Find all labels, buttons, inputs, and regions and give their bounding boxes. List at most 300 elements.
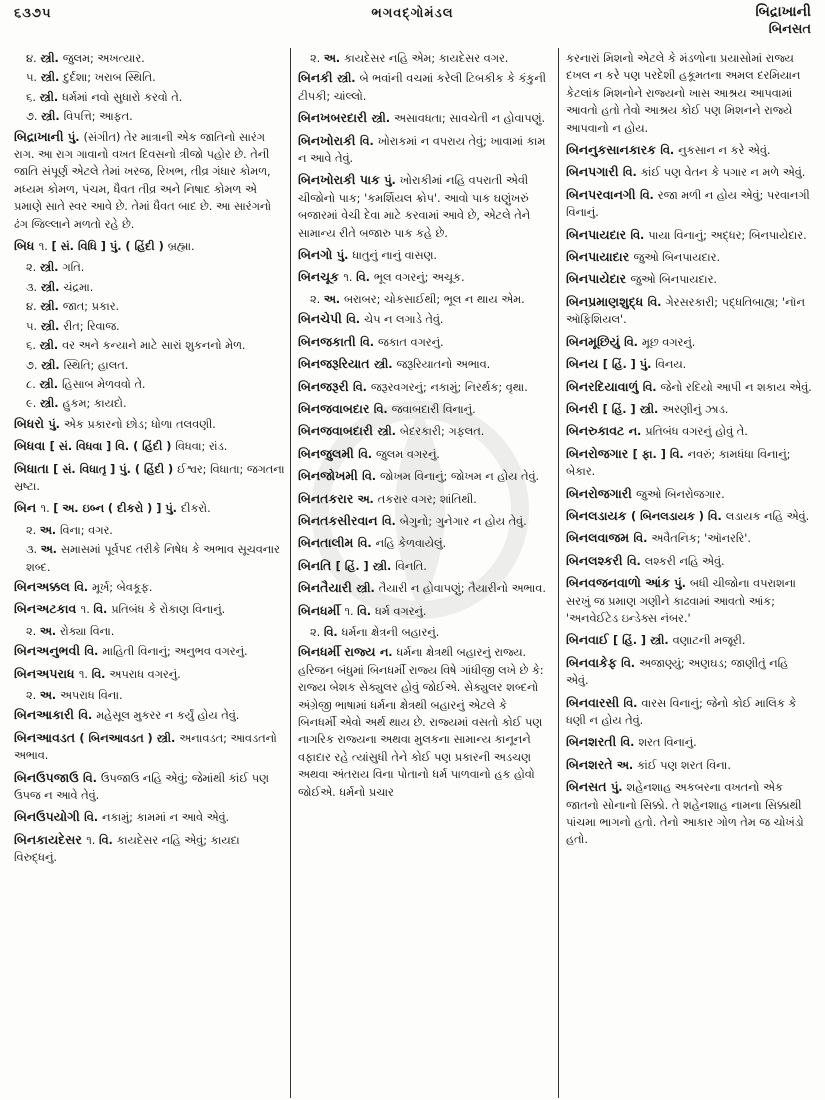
definition: ઉપજાઉ નહિ એવું; જેમાંથી કાંઈ પણ ઉપજ ન આવે તેવું. [14, 771, 269, 803]
entry-sense [14, 298, 286, 315]
sense-number: ૧. [78, 667, 92, 681]
dictionary-entry [298, 310, 548, 328]
dictionary-entry [298, 490, 548, 508]
definition: પાયા વિનાનું; અદ્ધર; બિનપાયેદાર. [648, 228, 807, 242]
part-of-speech: સ્ત્રી. [40, 300, 63, 314]
column-2 [298, 50, 548, 1100]
definition: વણાટની મજૂરી. [672, 634, 746, 648]
sense-number: ૫. [26, 319, 41, 333]
dictionary-entry [566, 733, 814, 751]
definition: ગતિ. [62, 261, 85, 275]
headword: બિદ્રાખાની [14, 128, 68, 144]
definition: જુઓ બિનરોજગાર. [636, 487, 725, 501]
part-of-speech: સ્ત્રી. [40, 319, 64, 333]
definition: ધાતુનું નાનું વાસણ. [352, 249, 437, 263]
entry-sense [14, 541, 286, 576]
headword: બિનય [566, 356, 603, 372]
part-of-speech: વિ. [624, 335, 642, 349]
headword: બિનવાઈ [566, 632, 614, 648]
sense-number: ૫. [26, 71, 41, 85]
definition: બેદરકારી; ગફલત. [399, 425, 485, 439]
definition: લશ્કરી નહિ એવું. [644, 554, 725, 568]
definition: બ્રહ્મા. [167, 240, 195, 254]
sense-number: ૮. [26, 377, 40, 391]
dictionary-entry [566, 422, 814, 440]
headword: બિનતૈયારી [298, 580, 357, 596]
part-of-speech: [ સં. વિધિ ] પું. ( હિંદી ) [51, 240, 168, 254]
part-of-speech: સ્ત્રી. [336, 72, 360, 86]
sense-number: ૨. [310, 292, 324, 306]
headword: બિનખબરદારી [298, 110, 372, 126]
headword: બિનલવાજમ [566, 530, 634, 546]
dictionary-entry [14, 578, 286, 596]
definition: નકામું; કામમાં ન આવે એવું. [101, 811, 230, 825]
definition: બેગુનો; ગુનેગાર ન હોય તેવું. [399, 514, 527, 528]
dictionary-entry [566, 574, 814, 627]
definition: વિનતિ. [395, 559, 427, 573]
sense-number: ૪. [26, 52, 41, 65]
headword: બિનઆવડત [14, 729, 80, 745]
dictionary-entry [566, 141, 814, 159]
column-3 [566, 50, 814, 1100]
sense-number: ૨. [26, 261, 40, 275]
part-of-speech: વિ. [323, 625, 342, 639]
part-of-speech: [ હિં. ] સ્ત્રી. [602, 402, 663, 416]
dictionary-entry [298, 467, 548, 485]
headword: બિનપ્રમાણશુદ્ધ [566, 293, 648, 309]
guide-word-first: બિદ્રાખાની [755, 4, 811, 20]
entry-sense [14, 279, 286, 296]
headword: બિનજવાબદાર [298, 400, 374, 416]
part-of-speech: વિ. [84, 811, 102, 825]
part-of-speech: સ્ત્રી. [40, 280, 64, 294]
definition: વર અને કન્યાને માટે સારાં શુકનનો મેળ. [62, 339, 246, 353]
definition: વિના; વગર. [59, 523, 113, 537]
dictionary-entry [14, 460, 286, 496]
definition: જુઓ બિનપાયદાર. [630, 273, 718, 287]
headword: બિનરોજગાર [566, 445, 633, 461]
dictionary-entry [298, 69, 548, 105]
entry-sense [298, 624, 548, 641]
dictionary-entry [298, 643, 548, 801]
definition: ચંદ્રમા. [63, 280, 94, 294]
headword: બિનરી [566, 400, 603, 416]
headword: બિનવજનવાળો આંક [566, 575, 675, 591]
dictionary-entry [298, 579, 548, 597]
definition: હિસાબ મેળવવો તે. [62, 377, 146, 391]
headword: બિનજરૂરી [298, 378, 354, 394]
part-of-speech: ( બિનઆવડત ) સ્ત્રી. [79, 731, 180, 745]
dictionary-entry [298, 534, 548, 552]
part-of-speech: વિ. [620, 736, 639, 750]
definition: હુકમ; કાયદો. [62, 397, 127, 411]
definition: (સંગીત) તેર માત્રાની એક જાતિનો સારંગ રાગ. આ રાગ ગાવાનો વખત દિવસનો ત્રીજો પહોર છે. તેની જાતિ સંપૂર્ણ એટલે તેમાં ખરજ, રિખભ, તીવ્ર ગંધાર કોમળ, મધ્યમ કોમળ, પંચમ, ધૈવત તીવ્ર અને નિષાદ કોમળ એ પ્રમાણે સાતે સ્વર આવે છે. તેમાં ધૈવત બાદ છે. આ સારંગનો ઢંગ જિલ્લાને મળતો રહે છે. [14, 130, 272, 231]
entry-sense [14, 357, 286, 374]
dictionary-entry [566, 226, 814, 244]
definition: વારસ વિનાનું; જેનો કોઈ માલિક કે ધણી ન હોય તેવું. [566, 696, 797, 727]
headword: બિનકી [298, 70, 337, 86]
dictionary-entry [566, 333, 814, 351]
headword: બિનઉપયોગી [14, 809, 85, 825]
part-of-speech: અ. [39, 624, 60, 638]
part-of-speech: અ. [40, 543, 61, 557]
entry-sense [14, 623, 286, 640]
part-of-speech: પું. [336, 249, 353, 263]
headword: બિનરદિયાવાળું [566, 378, 643, 394]
part-of-speech: વિ. [360, 335, 378, 349]
sense-number: ૩. [26, 280, 41, 294]
definition: ધર્મમાં નવો સુધારો કરવો તે. [62, 90, 183, 104]
headword: બિનપાયેદાર [566, 271, 631, 287]
part-of-speech: વિ. [93, 603, 112, 617]
definition: જરૂરિયાતનો અભાવ. [396, 358, 491, 372]
headword: બિધરો [14, 415, 49, 431]
headword: બિનવાકેફ [566, 654, 622, 670]
dictionary-entry [566, 778, 814, 849]
dictionary-entry [298, 268, 548, 286]
dictionary-entry [14, 237, 286, 255]
headword: બિનલશ્કરી [566, 552, 627, 568]
part-of-speech: સ્ત્રી. [41, 110, 64, 124]
part-of-speech: વિ. [622, 166, 641, 180]
part-of-speech: સ્ત્રી. [39, 261, 63, 275]
headword: બિનચૂક [298, 269, 344, 285]
definition: મૂર્ખ; બેવકૂફ. [92, 580, 153, 594]
dictionary-entry [298, 512, 548, 530]
part-of-speech: સ્ત્રી. [41, 358, 64, 372]
part-of-speech: અ. [323, 52, 344, 65]
sense-number: ૯. [26, 397, 40, 411]
headword: બિનઅક્કલ [14, 578, 75, 594]
part-of-speech: સ્ત્રી. [40, 71, 64, 85]
part-of-speech: વિ. [357, 604, 375, 618]
part-of-speech: વિ. [359, 134, 378, 148]
headword: બિનઅટકાવ [14, 601, 81, 617]
definition: ધર્મના ક્ષેત્રની બહારનું. [341, 625, 440, 639]
headword: બિનવારસી [566, 694, 624, 710]
headword: બિનરુકાવટ [566, 423, 629, 439]
headword: બિનનુકસાનકારક [566, 142, 661, 158]
dictionary-entry [298, 602, 548, 620]
entry-sense [298, 50, 548, 67]
definition: જુલમ; અખત્યાર. [62, 52, 145, 65]
headword: બિનપરવાનગી [566, 186, 640, 202]
definition: અપરાધ વગરનું. [109, 667, 181, 681]
definition: નવરું; કામધંધા વિનાનું; બેકાર. [566, 447, 791, 479]
part-of-speech: વિ. [356, 271, 374, 285]
definition: અરણીનું ઝાડ. [662, 402, 729, 416]
headword: બિનઉપજાઉ [14, 769, 83, 785]
part-of-speech: પું. [610, 781, 627, 795]
dictionary-entry [298, 333, 548, 351]
definition: ખોરાકમાં ન વપરાય તેવું; ખાવામાં કામ ન આવે તેવું. [298, 134, 546, 166]
dictionary-entry [566, 400, 814, 418]
part-of-speech: વિ. [660, 144, 679, 158]
definition: અનાવડત; આવડતનો અભાવ. [14, 731, 277, 763]
part-of-speech: સ્ત્રી. [40, 52, 63, 65]
definition: કાંઈ પણ શરત વિના. [637, 758, 731, 772]
part-of-speech: અ. [323, 292, 344, 306]
dictionary-entry [566, 694, 814, 730]
headword: બિનજુલમી [298, 445, 359, 461]
dictionary-entry [298, 246, 548, 264]
dictionary-entry [566, 654, 814, 690]
definition: તકરાર વગર; શાંતિથી. [377, 492, 477, 506]
part-of-speech: વિ. [91, 667, 110, 681]
entry-sense [14, 69, 286, 86]
part-of-speech: [ અ. ઇબ્ન ( દીકરો ) ] પું. [53, 502, 181, 516]
definition: દીકરો. [180, 502, 211, 516]
dictionary-entry [566, 507, 814, 525]
definition: શરત વિનાનું. [638, 736, 697, 750]
definition: વિપત્તિ; આફત. [63, 110, 133, 124]
entry-sense [14, 89, 286, 106]
headword: બિનઆકારી [14, 707, 79, 723]
sense-number: ૧. [80, 603, 94, 617]
part-of-speech: સ્ત્રી. [373, 358, 397, 372]
part-of-speech: અ. [39, 523, 60, 537]
dictionary-entry [566, 485, 814, 503]
headword: બિનજકાતી [298, 333, 361, 349]
part-of-speech: [ સં. વિધવા ] વિ. ( હિંદી ) [49, 440, 176, 454]
entry-sense [566, 50, 814, 137]
definition: રજા મળી ન હોય એવું; પરવાનગી વિનાનું. [566, 188, 810, 220]
part-of-speech: પું. [67, 130, 84, 144]
dictionary-entry [14, 600, 286, 618]
definition: તૈયારી ન હોવાપણું; તૈયારીનો અભાવ. [378, 582, 546, 596]
part-of-speech: સ્ત્રી. [39, 397, 63, 411]
sense-number: ૨. [26, 624, 40, 638]
part-of-speech: વિ. [621, 656, 639, 670]
definition: નહિ કેળવાયેલું. [375, 537, 447, 551]
sense-number: ૭. [26, 358, 42, 372]
part-of-speech: વિ. [84, 645, 103, 659]
headword: બિનશરતે [566, 756, 617, 772]
part-of-speech: વિ. [362, 470, 380, 484]
headword: બિનપાયાદાર [566, 249, 634, 265]
part-of-speech: અ. [357, 492, 378, 506]
dictionary-entry [566, 293, 814, 329]
headword: બિનધર્મી [298, 602, 345, 618]
headword: બિનતિ [298, 557, 336, 573]
entry-sense [14, 259, 286, 276]
part-of-speech: સ્ત્રી. [371, 112, 394, 126]
definition: બધી ચીજોના વપરાશના સરખું જ પ્રમાણ ગણીને કાઢવામાં આવતો આંક; 'અનવેઈટેડ ઇન્ડેક્સ નંબર.' [566, 577, 796, 625]
sense-number: ૧. [343, 271, 357, 285]
definition: અપરાધ વિના. [59, 689, 123, 702]
definition: અસાવધતા; સાવચેતી ન હોવાપણું. [393, 112, 546, 126]
part-of-speech: પું. [384, 174, 400, 188]
dictionary-entry [14, 128, 286, 233]
definition: રીત; રિવાજ. [63, 319, 120, 333]
definition: પ્રતિબંધ કે રોકાણ વિનાનું. [111, 603, 226, 617]
dictionary-entry [298, 445, 548, 463]
part-of-speech: [ ફા. ] વિ. [632, 447, 688, 461]
part-of-speech: ( બિનલડાયક ) વિ. [630, 509, 726, 523]
definition: સમાસમાં પૂર્વપદ તરીકે નિષેધ કે અભાવ સૂચવનાર શબ્દ. [26, 543, 280, 574]
headword: બિનસત [566, 779, 611, 795]
headword: બિનઅનુભવી [14, 643, 85, 659]
definition: જકાત વગરનું. [377, 335, 444, 349]
definition: શહેનશાહ અકબરના વખતનો એક જાતનો સોનાનો સિક્કો. તે શહેનશાહ નામના સિક્કાથી પાંચમા ભાગનો હતો. તેનો આકાર ગોળ તેમ જ ચોખંડો હતો. [566, 781, 804, 847]
headword: બિધવા [14, 438, 50, 454]
part-of-speech: ન. [379, 646, 397, 660]
headword: બિનજરૂરિયાત [298, 356, 374, 372]
part-of-speech: વિ. [373, 402, 392, 416]
part-of-speech: વિ. [626, 554, 645, 568]
definition: જરૂરવગરનું; નકામું; નિરર્થક; વૃથા. [370, 380, 528, 394]
headword: બિનતકસીરવાન [298, 512, 382, 528]
dictionary-entry [14, 706, 286, 724]
dictionary-entry [14, 831, 286, 867]
part-of-speech: [ હિં. ] સ્ત્રી. [335, 559, 396, 573]
headword: બિનખોરાકી [298, 132, 360, 148]
dictionary-entry [14, 729, 286, 765]
part-of-speech: વિ. [346, 313, 365, 327]
dictionary-entry [14, 437, 286, 455]
headword: બિનશરતી [566, 734, 621, 750]
sense-number: ૧. [344, 604, 358, 618]
part-of-speech: વિ. [381, 514, 400, 528]
headword: બિનરોજગારી [566, 485, 637, 501]
headword: બિનમૂછિયું [566, 333, 625, 349]
entry-sense [14, 522, 286, 539]
definition: નુકસાન ન કરે એવું. [678, 144, 771, 158]
part-of-speech: વિ. [630, 228, 649, 242]
entry-sense [14, 395, 286, 412]
dictionary-entry [298, 378, 548, 396]
sense-number: ૩. [26, 543, 41, 557]
dictionary-entry [566, 355, 814, 373]
part-of-speech: [ હિં. ] પું. [602, 358, 656, 372]
dictionary-entry [566, 270, 814, 288]
part-of-speech: વિ. [647, 295, 666, 309]
dictionary-entry [298, 109, 548, 127]
definition: મૂછ વગરનું. [641, 335, 696, 349]
definition: જવાબદારી વિનાનું. [391, 402, 476, 416]
dictionary-entry [566, 631, 814, 649]
sense-number: ૨. [310, 625, 324, 639]
dictionary-entry [298, 171, 548, 242]
definition: દુર્દશા; ખરાબ સ્થિતિ. [63, 71, 156, 85]
part-of-speech: સ્ત્રી. [356, 582, 379, 596]
sense-number: ૧. [40, 502, 54, 516]
dictionary-entry [566, 378, 814, 396]
dictionary-entry [14, 415, 286, 433]
headword: બિધ [14, 238, 39, 254]
headword: બિનલડાયક [566, 507, 631, 523]
headword: બિનતાલીમ [298, 535, 358, 551]
headword: બિધાતા [14, 460, 54, 476]
part-of-speech: સ્ત્રી. [39, 377, 62, 391]
sense-number: ૬. [26, 339, 40, 353]
headword: બિનઅપરાધ [14, 665, 79, 681]
entry-sense [14, 108, 286, 125]
dictionary-entry [298, 355, 548, 373]
definition: કાંઈ પણ વેતન કે પગાર ન મળે એવું. [640, 166, 806, 180]
page-header [0, 0, 825, 44]
part-of-speech: વિ. [633, 532, 652, 546]
definition: વિનય. [655, 358, 687, 372]
dictionary-entry [298, 132, 548, 168]
definition: અવૈતનિક; 'ઑનરરિ'. [651, 532, 751, 546]
entry-sense [298, 291, 548, 308]
definition: રોક્યા વિના. [59, 624, 115, 638]
definition: જાત; પ્રકાર. [62, 300, 120, 314]
sense-number: ૭. [26, 110, 42, 124]
part-of-speech: સ્ત્રી. [377, 425, 400, 439]
dictionary-entry [14, 769, 286, 805]
definition: સ્થિતિ; હાલત. [63, 358, 129, 372]
headword: બિનપગારી [566, 164, 623, 180]
sense-number: ૨. [26, 689, 40, 702]
page-number: ૬૩૭૫ [14, 6, 52, 21]
definition: માહિતી વિનાનું; અનુભવ વગરનું. [102, 645, 248, 659]
part-of-speech: અ. [39, 689, 60, 702]
definition: વિધવા; રાંડ. [175, 440, 228, 454]
definition: જુલમ વગરનું. [376, 447, 440, 461]
definition: ગેરસરકારી; પદ્ધતિબાહ્ય; 'નૉન ઑફિશિયલ'. [566, 295, 805, 327]
definition: અજાણ્યું; અણઘડ; જાણીતું નહિ એવું. [566, 656, 789, 688]
part-of-speech: સ્ત્રી. [39, 90, 63, 104]
part-of-speech: [ હિં. ] સ્ત્રી. [613, 634, 673, 648]
part-of-speech: વિ. [98, 833, 117, 847]
part-of-speech: સ્ત્રી. [39, 339, 63, 353]
dictionary-entry [566, 529, 814, 547]
definition: ધર્મના ક્ષેત્રથી બહારનું રાજ્ય. હરિજન બંધુમાં બિનધર્મી રાજ્ય વિષે ગાંધીજી લખે છે કે: રાજ્ય બેશક સેક્યુલર હોવું જોઈએ. સેક્યુલર શબ્દનો અંગ્રેજી ભાષામાં ધર્મના ક્ષેત્રથી બહારનું એટલે કે બિનધર્મી એવો અર્થ થાય છે. રાજ્યમાં વસતો કોઈ પણ નાગરિક રાજ્યના અથવા મુલકના સામાન્ય કાનૂનને વફાદાર રહે ત્યાંસુધી તેને કોઈ પણ પ્રકારની અડચણ અથવા અંતરાય વિના પોતાનો ધર્મ પાળવાનો હક હોવો જોઈએ. ધર્મનો પ્રચાર [298, 646, 544, 799]
dictionary-entry [566, 163, 814, 181]
definition: ધર્મ વગરનું. [374, 604, 427, 618]
definition: જોખમ વિનાનું; જોખમ ન હોય તેવું. [379, 470, 540, 484]
definition: ચેપ ન લગાડે તેવું. [364, 313, 444, 327]
entry-sense [14, 376, 286, 393]
sense-number: ૧. [38, 240, 52, 254]
headword: બિનતકરાર [298, 490, 358, 506]
dictionary-entry [14, 642, 286, 660]
definition: જેનો રદિયો આપી ન શકાય એવું. [660, 380, 812, 394]
dictionary-entry [566, 756, 814, 774]
entry-sense [14, 50, 286, 67]
headword: બિનજોખમી [298, 468, 363, 484]
dictionary-entry [14, 665, 286, 683]
definition: એક પ્રકારનો છોડ; ધોળા તલવણી. [63, 417, 216, 431]
dictionary-entry [298, 557, 548, 575]
definition: લડાયક નહિ એવું. [725, 509, 810, 523]
definition: પ્રતિબંધ વગરનું હોવું તે. [645, 425, 748, 439]
part-of-speech: પું. [674, 577, 690, 591]
headword: બિનકાયદેસર [14, 831, 87, 847]
definition: કાયદેસર નહિ એમ; કાયદેસર વગર. [343, 52, 509, 65]
part-of-speech: વિ. [642, 380, 661, 394]
dictionary-entry [298, 422, 548, 440]
definition: કાયદેસર નહિ એવું; કાયદા વિરુદ્ધનું. [14, 833, 240, 865]
dictionary-entry [566, 552, 814, 570]
dictionary-entry [14, 808, 286, 826]
part-of-speech: વિ. [353, 380, 371, 394]
part-of-speech: વિ. [74, 580, 93, 594]
headword: બિનચેપી [298, 311, 347, 327]
part-of-speech: વિ. [78, 709, 97, 723]
part-of-speech: ન. [628, 425, 646, 439]
sense-number: ૪. [26, 300, 41, 314]
sense-number: ૨. [310, 52, 324, 65]
headword: બિનગો [298, 247, 337, 263]
headword: બિન [14, 500, 41, 516]
dictionary-entry [298, 400, 548, 418]
part-of-speech: વિ. [358, 447, 377, 461]
sense-number: ૬. [26, 90, 40, 104]
running-title: ભગવદ્ગોમંડલ [371, 6, 454, 21]
